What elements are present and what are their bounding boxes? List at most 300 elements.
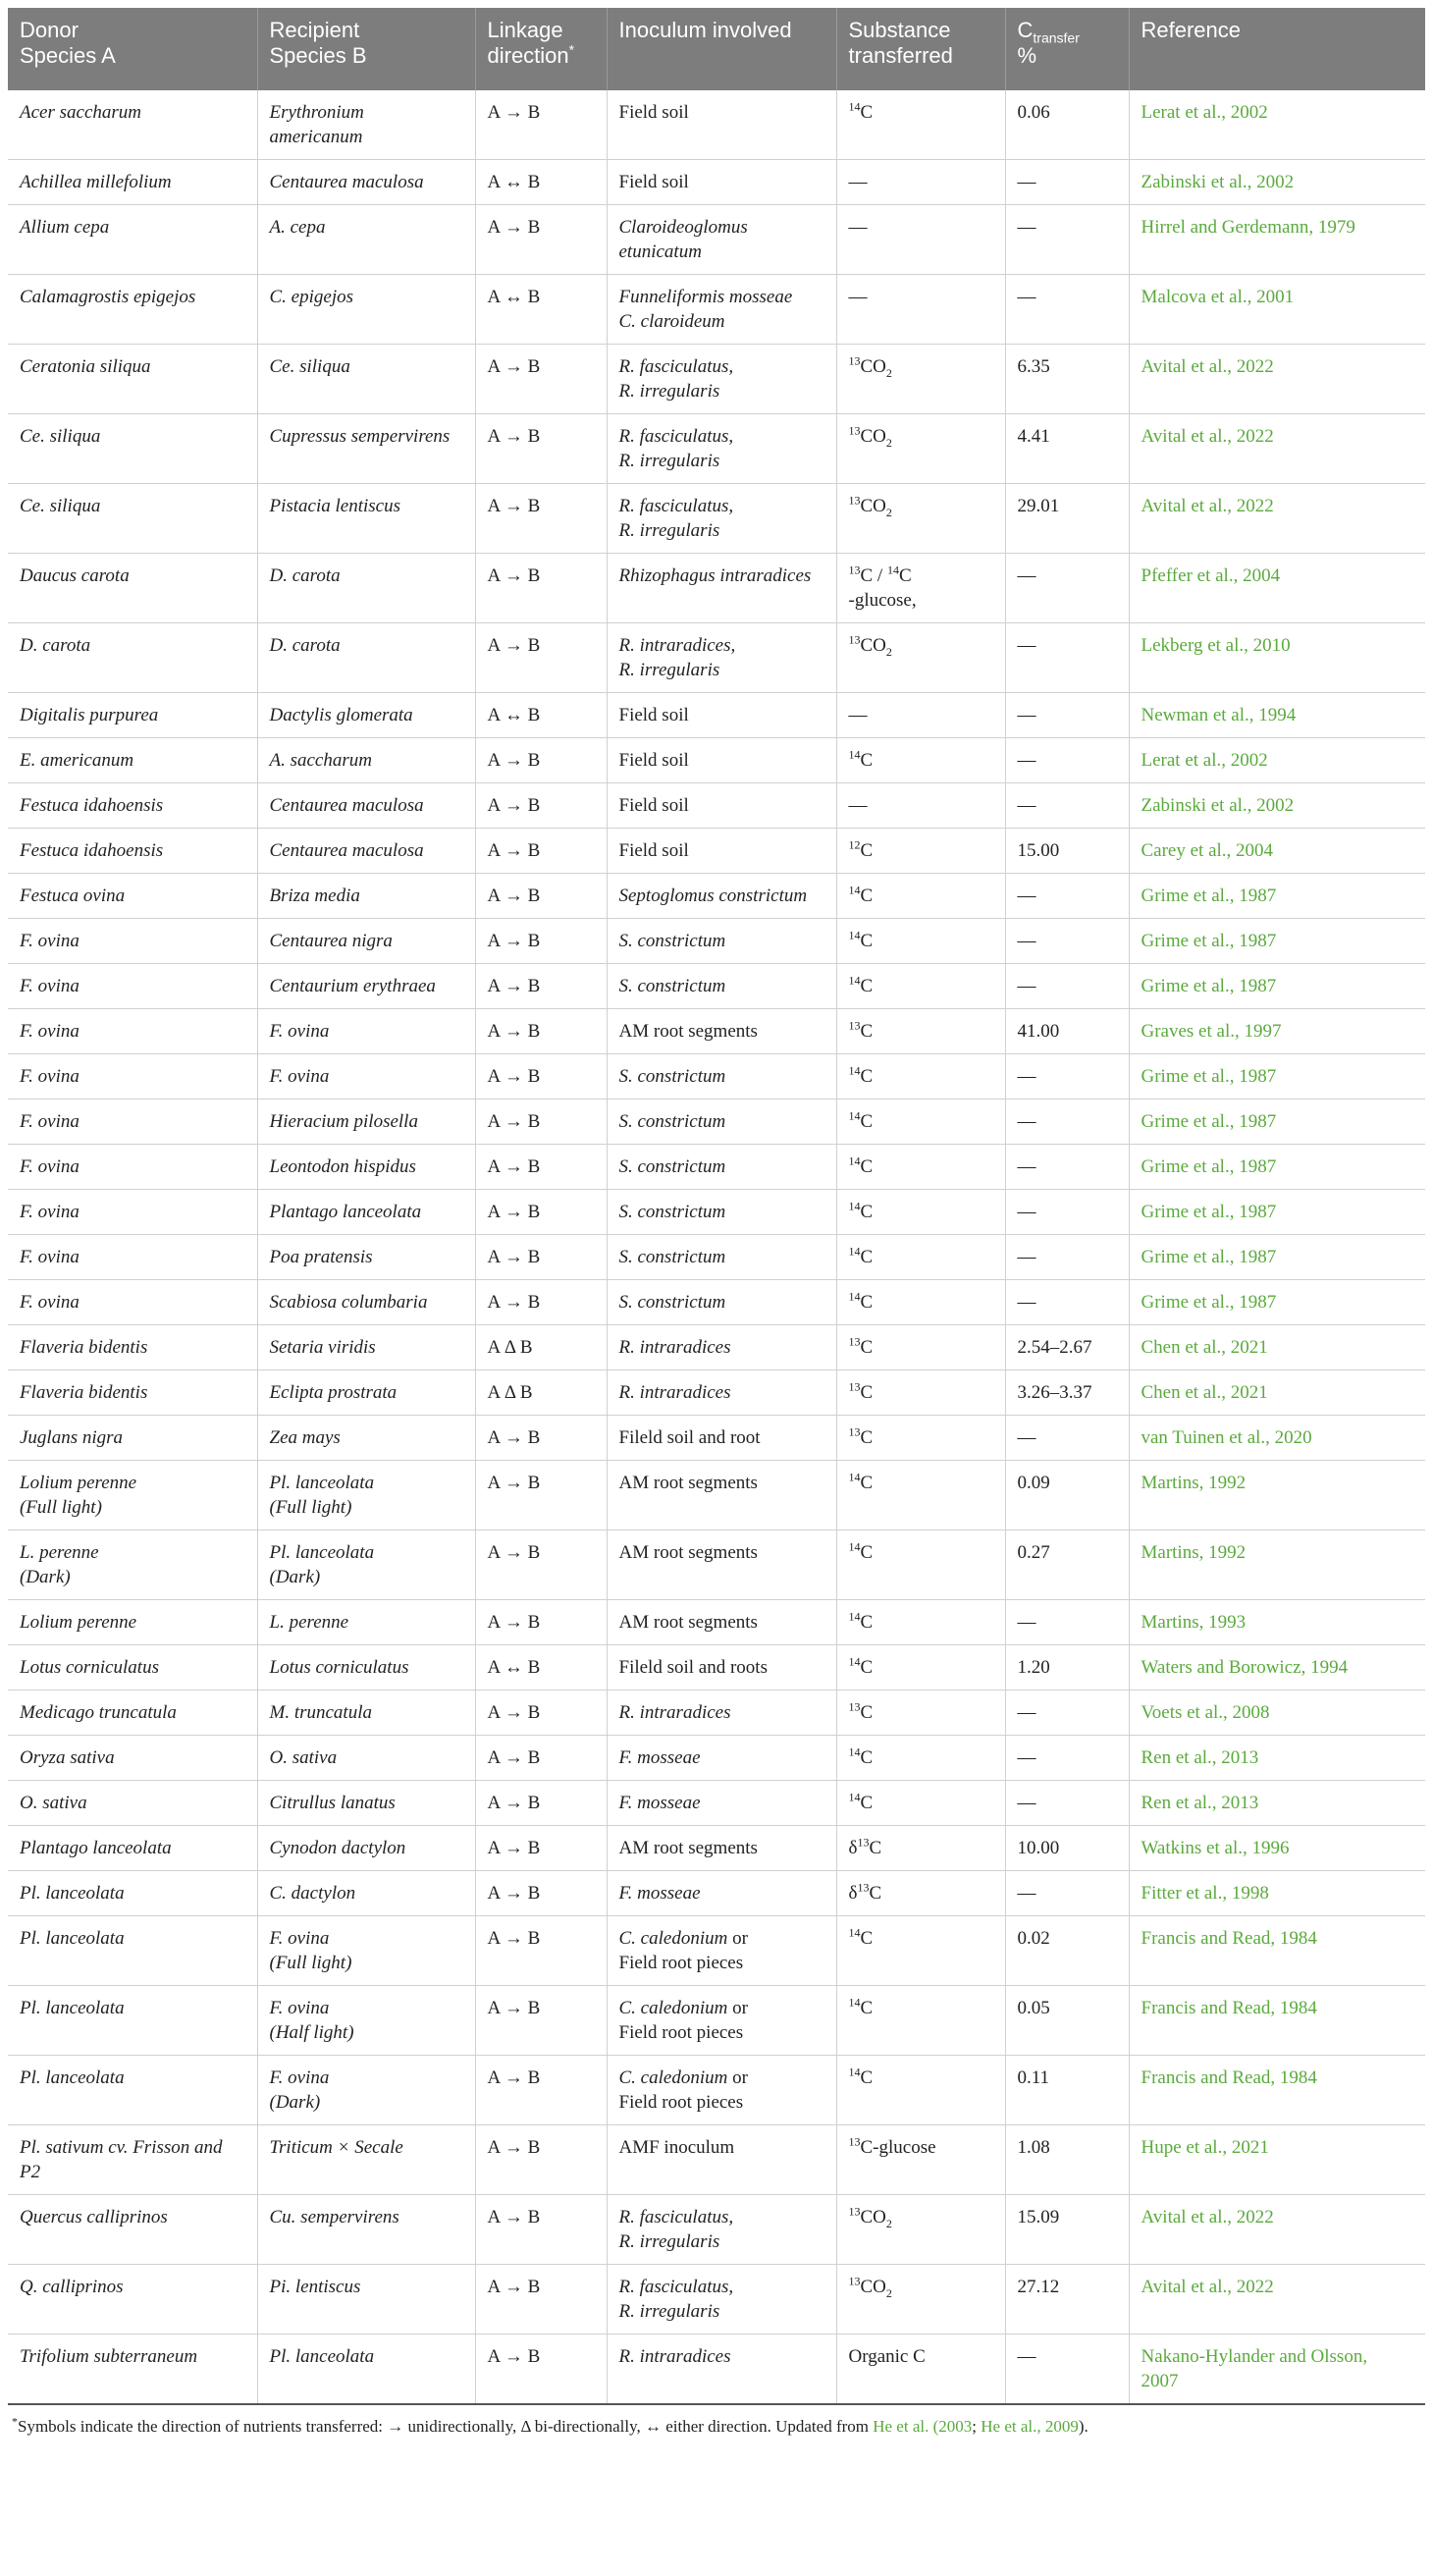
cell-linkage: A → B bbox=[475, 738, 607, 783]
cell-inoculum: Funneliformis mosseae C. claroideum bbox=[607, 275, 836, 345]
cell-reference-link[interactable]: Waters and Borowicz, 1994 bbox=[1129, 1645, 1425, 1690]
cell-donor: E. americanum bbox=[8, 738, 257, 783]
cell-inoculum: F. mosseae bbox=[607, 1871, 836, 1916]
cell-reference-link[interactable]: Lekberg et al., 2010 bbox=[1129, 623, 1425, 693]
cell-reference-link[interactable]: Hupe et al., 2021 bbox=[1129, 2125, 1425, 2195]
cell-ctransfer: 2.54–2.67 bbox=[1005, 1325, 1129, 1370]
cell-reference-link[interactable]: Grime et al., 1987 bbox=[1129, 1280, 1425, 1325]
cell-linkage: A → B bbox=[475, 623, 607, 693]
cell-recipient: Pistacia lentiscus bbox=[257, 484, 475, 554]
cell-reference-link[interactable]: Voets et al., 2008 bbox=[1129, 1690, 1425, 1736]
cell-inoculum: Field soil bbox=[607, 738, 836, 783]
cell-reference-link[interactable]: Grime et al., 1987 bbox=[1129, 1054, 1425, 1100]
cell-substance: — bbox=[836, 205, 1005, 275]
cell-inoculum: AM root segments bbox=[607, 1461, 836, 1530]
cell-linkage: A → B bbox=[475, 345, 607, 414]
cell-ctransfer: 0.27 bbox=[1005, 1530, 1129, 1600]
table-row bbox=[8, 1416, 1425, 1461]
table-row bbox=[8, 1530, 1425, 1600]
cell-inoculum: C. caledonium or Field root pieces bbox=[607, 1986, 836, 2056]
cell-reference-link[interactable]: Avital et al., 2022 bbox=[1129, 484, 1425, 554]
cell-linkage: A → B bbox=[475, 2334, 607, 2405]
cell-linkage: A → B bbox=[475, 2056, 607, 2125]
cell-reference-link[interactable]: Grime et al., 1987 bbox=[1129, 1100, 1425, 1145]
cell-donor: Medicago truncatula bbox=[8, 1690, 257, 1736]
cell-linkage: A → B bbox=[475, 205, 607, 275]
cell-substance: $^{14}$C bbox=[836, 1781, 1005, 1826]
cell-substance: $^{13}$C-glucose bbox=[836, 2125, 1005, 2195]
cell-ctransfer: 3.26–3.37 bbox=[1005, 1370, 1129, 1416]
cell-reference-link[interactable]: Martins, 1992 bbox=[1129, 1461, 1425, 1530]
cell-ctransfer: 41.00 bbox=[1005, 1009, 1129, 1054]
cell-recipient: Plantago lanceolata bbox=[257, 1190, 475, 1235]
cell-donor: Oryza sativa bbox=[8, 1736, 257, 1781]
table-row bbox=[8, 783, 1425, 829]
cell-substance: $^{13}CO_2$ bbox=[836, 414, 1005, 484]
table-row bbox=[8, 1190, 1425, 1235]
cell-reference-link[interactable]: Grime et al., 1987 bbox=[1129, 1235, 1425, 1280]
header-ctransfer: $C_{transfer}$ % bbox=[1005, 8, 1129, 90]
cell-recipient: Leontodon hispidus bbox=[257, 1145, 475, 1190]
table-row bbox=[8, 1645, 1425, 1690]
table-row bbox=[8, 1100, 1425, 1145]
cell-recipient: Briza media bbox=[257, 874, 475, 919]
cell-ctransfer: — bbox=[1005, 738, 1129, 783]
cell-reference-link[interactable]: Nakano-Hylander and Olsson, 2007 bbox=[1129, 2334, 1425, 2405]
cell-reference-link[interactable]: Zabinski et al., 2002 bbox=[1129, 160, 1425, 205]
cell-substance: $^{14}$C bbox=[836, 1916, 1005, 1986]
cell-linkage: A → B bbox=[475, 2125, 607, 2195]
cell-linkage: A → B bbox=[475, 783, 607, 829]
cell-ctransfer: — bbox=[1005, 160, 1129, 205]
cell-recipient: F. ovina bbox=[257, 1054, 475, 1100]
cell-reference-link[interactable]: Ren et al., 2013 bbox=[1129, 1781, 1425, 1826]
table-row bbox=[8, 1916, 1425, 1986]
table-row bbox=[8, 1690, 1425, 1736]
cell-reference-link[interactable]: Malcova et al., 2001 bbox=[1129, 275, 1425, 345]
cell-donor: Q. calliprinos bbox=[8, 2265, 257, 2334]
cell-substance: $^{13}$C bbox=[836, 1325, 1005, 1370]
table-row bbox=[8, 1235, 1425, 1280]
cell-reference-link[interactable]: van Tuinen et al., 2020 bbox=[1129, 1416, 1425, 1461]
table-row bbox=[8, 1280, 1425, 1325]
cell-ctransfer: — bbox=[1005, 919, 1129, 964]
cell-linkage: A → B bbox=[475, 414, 607, 484]
cell-reference-link[interactable]: Avital et al., 2022 bbox=[1129, 2265, 1425, 2334]
cell-recipient: D. carota bbox=[257, 623, 475, 693]
cell-substance: $^{13}CO_2$ bbox=[836, 2265, 1005, 2334]
cell-linkage: A → B bbox=[475, 1416, 607, 1461]
table-row bbox=[8, 919, 1425, 964]
cell-recipient: Centaurea maculosa bbox=[257, 783, 475, 829]
cell-substance: $^{13}$C bbox=[836, 1416, 1005, 1461]
cell-inoculum: AM root segments bbox=[607, 1600, 836, 1645]
table-row bbox=[8, 1826, 1425, 1871]
footnote-marker: * bbox=[568, 41, 575, 58]
table-row bbox=[8, 1054, 1425, 1100]
table-row bbox=[8, 1370, 1425, 1416]
cell-recipient: L. perenne bbox=[257, 1600, 475, 1645]
cell-ctransfer: 15.09 bbox=[1005, 2195, 1129, 2265]
cell-donor: Ceratonia siliqua bbox=[8, 345, 257, 414]
cell-substance: — bbox=[836, 783, 1005, 829]
cell-recipient: Centaurium erythraea bbox=[257, 964, 475, 1009]
cell-inoculum: Claroideoglomus etunicatum bbox=[607, 205, 836, 275]
header-reference: Reference bbox=[1129, 8, 1425, 90]
cell-recipient: C. epigejos bbox=[257, 275, 475, 345]
cell-donor: Allium cepa bbox=[8, 205, 257, 275]
table-row bbox=[8, 1986, 1425, 2056]
cell-substance: $^{13}CO_2$ bbox=[836, 623, 1005, 693]
cell-inoculum: Fileld soil and root bbox=[607, 1416, 836, 1461]
cell-linkage: A → B bbox=[475, 829, 607, 874]
cell-inoculum: R. fasciculatus, R. irregularis bbox=[607, 414, 836, 484]
cell-substance: — bbox=[836, 693, 1005, 738]
cell-linkage: A → B bbox=[475, 1690, 607, 1736]
cell-substance: $^{14}$C bbox=[836, 2056, 1005, 2125]
cell-linkage: A → B bbox=[475, 1986, 607, 2056]
cell-reference-link[interactable]: Grime et al., 1987 bbox=[1129, 919, 1425, 964]
cell-reference-link[interactable]: Francis and Read, 1984 bbox=[1129, 1916, 1425, 1986]
cell-ctransfer: 1.20 bbox=[1005, 1645, 1129, 1690]
cell-reference-link[interactable]: Grime et al., 1987 bbox=[1129, 1145, 1425, 1190]
cell-ctransfer: — bbox=[1005, 554, 1129, 623]
cell-donor: Digitalis purpurea bbox=[8, 693, 257, 738]
header-recipient: Recipient Species B bbox=[257, 8, 475, 90]
cell-reference-link[interactable]: Francis and Read, 1984 bbox=[1129, 2056, 1425, 2125]
cell-recipient: Cynodon dactylon bbox=[257, 1826, 475, 1871]
cell-linkage: A → B bbox=[475, 1280, 607, 1325]
cell-reference-link[interactable]: Fitter et al., 1998 bbox=[1129, 1871, 1425, 1916]
cell-donor: Calamagrostis epigejos bbox=[8, 275, 257, 345]
cell-recipient: Dactylis glomerata bbox=[257, 693, 475, 738]
cell-recipient: Poa pratensis bbox=[257, 1235, 475, 1280]
cell-inoculum: F. mosseae bbox=[607, 1736, 836, 1781]
data-table bbox=[8, 8, 1425, 2405]
cell-inoculum: AMF inoculum bbox=[607, 2125, 836, 2195]
cell-recipient: Ce. siliqua bbox=[257, 345, 475, 414]
cell-linkage: A → B bbox=[475, 1781, 607, 1826]
cell-reference-link[interactable]: Avital et al., 2022 bbox=[1129, 414, 1425, 484]
cell-substance: $^{13}$C bbox=[836, 1009, 1005, 1054]
cell-inoculum: R. intraradices bbox=[607, 1325, 836, 1370]
cell-reference-link[interactable]: Grime et al., 1987 bbox=[1129, 1190, 1425, 1235]
cell-substance: $^{14}$C bbox=[836, 1736, 1005, 1781]
table-row bbox=[8, 829, 1425, 874]
cell-donor: F. ovina bbox=[8, 964, 257, 1009]
header-donor: Donor Species A bbox=[8, 8, 257, 90]
table-row bbox=[8, 554, 1425, 623]
cell-ctransfer: 27.12 bbox=[1005, 2265, 1129, 2334]
cell-reference-link[interactable]: Pfeffer et al., 2004 bbox=[1129, 554, 1425, 623]
cell-inoculum: R. intraradices bbox=[607, 2334, 836, 2405]
cell-reference-link[interactable]: Martins, 1993 bbox=[1129, 1600, 1425, 1645]
cell-ctransfer: 15.00 bbox=[1005, 829, 1129, 874]
cell-inoculum: AM root segments bbox=[607, 1530, 836, 1600]
cell-donor: F. ovina bbox=[8, 1190, 257, 1235]
cell-ctransfer: — bbox=[1005, 1736, 1129, 1781]
cell-linkage: A → B bbox=[475, 90, 607, 160]
cell-substance: $^{13}CO_2$ bbox=[836, 2195, 1005, 2265]
cell-ctransfer: — bbox=[1005, 964, 1129, 1009]
cell-recipient: Cu. sempervirens bbox=[257, 2195, 475, 2265]
table-row bbox=[8, 738, 1425, 783]
cell-linkage: A → B bbox=[475, 1009, 607, 1054]
cell-inoculum: Fileld soil and roots bbox=[607, 1645, 836, 1690]
cell-recipient: Zea mays bbox=[257, 1416, 475, 1461]
cell-reference-link[interactable]: Martins, 1992 bbox=[1129, 1530, 1425, 1600]
cell-recipient: Citrullus lanatus bbox=[257, 1781, 475, 1826]
cell-inoculum: S. constrictum bbox=[607, 1280, 836, 1325]
cell-donor: Daucus carota bbox=[8, 554, 257, 623]
cell-ctransfer: — bbox=[1005, 693, 1129, 738]
cell-ctransfer: — bbox=[1005, 1100, 1129, 1145]
cell-recipient: Setaria viridis bbox=[257, 1325, 475, 1370]
cell-substance: $^{14}$C bbox=[836, 964, 1005, 1009]
cell-ctransfer: 1.08 bbox=[1005, 2125, 1129, 2195]
cell-linkage: A ↔ B bbox=[475, 275, 607, 345]
cell-donor: Flaveria bidentis bbox=[8, 1370, 257, 1416]
cell-inoculum: AM root segments bbox=[607, 1826, 836, 1871]
cell-donor: Festuca idahoensis bbox=[8, 829, 257, 874]
cell-inoculum: S. constrictum bbox=[607, 1100, 836, 1145]
table-row bbox=[8, 414, 1425, 484]
cell-substance: $\delta^{13}C$ bbox=[836, 1826, 1005, 1871]
table-row bbox=[8, 1781, 1425, 1826]
cell-reference-link[interactable]: Watkins et al., 1996 bbox=[1129, 1826, 1425, 1871]
cell-recipient: D. carota bbox=[257, 554, 475, 623]
footnote-link-he-2009[interactable]: He et al., 2009 bbox=[981, 2417, 1079, 2436]
cell-linkage: A → B bbox=[475, 1461, 607, 1530]
footnote-mark: * bbox=[12, 2414, 18, 2429]
cell-reference-link[interactable]: Chen et al., 2021 bbox=[1129, 1370, 1425, 1416]
cell-substance: $^{14}$C bbox=[836, 874, 1005, 919]
cell-reference-link[interactable]: Zabinski et al., 2002 bbox=[1129, 783, 1425, 829]
cell-recipient: Hieracium pilosella bbox=[257, 1100, 475, 1145]
cell-ctransfer: 0.11 bbox=[1005, 2056, 1129, 2125]
table-row bbox=[8, 623, 1425, 693]
table-row bbox=[8, 693, 1425, 738]
cell-substance: $^{14}$C bbox=[836, 1600, 1005, 1645]
cell-inoculum: S. constrictum bbox=[607, 1235, 836, 1280]
cell-linkage: A ↔ B bbox=[475, 1645, 607, 1690]
cell-linkage: A → B bbox=[475, 874, 607, 919]
cell-linkage: A → B bbox=[475, 1235, 607, 1280]
cell-donor: Pl. lanceolata bbox=[8, 1871, 257, 1916]
cell-ctransfer: — bbox=[1005, 623, 1129, 693]
cell-ctransfer: 29.01 bbox=[1005, 484, 1129, 554]
cell-inoculum: Rhizophagus intraradices bbox=[607, 554, 836, 623]
cell-substance: $^{13}$C bbox=[836, 1370, 1005, 1416]
cell-reference-link[interactable]: Ren et al., 2013 bbox=[1129, 1736, 1425, 1781]
cell-substance: $^{14}$C bbox=[836, 1100, 1005, 1145]
cell-reference-link[interactable]: Francis and Read, 1984 bbox=[1129, 1986, 1425, 2056]
cell-substance: $^{14}$C bbox=[836, 90, 1005, 160]
cell-substance: $^{14}$C bbox=[836, 1280, 1005, 1325]
table-row bbox=[8, 874, 1425, 919]
cell-ctransfer: — bbox=[1005, 1054, 1129, 1100]
cell-substance: $^{14}$C bbox=[836, 1530, 1005, 1600]
cell-donor: F. ovina bbox=[8, 1009, 257, 1054]
table-row bbox=[8, 205, 1425, 275]
cell-recipient: A. saccharum bbox=[257, 738, 475, 783]
cell-inoculum: R. fasciculatus, R. irregularis bbox=[607, 2265, 836, 2334]
cell-reference-link[interactable]: Graves et al., 1997 bbox=[1129, 1009, 1425, 1054]
cell-linkage: A → B bbox=[475, 2195, 607, 2265]
cell-recipient: Scabiosa columbaria bbox=[257, 1280, 475, 1325]
cell-inoculum: S. constrictum bbox=[607, 1190, 836, 1235]
cell-ctransfer: — bbox=[1005, 1190, 1129, 1235]
cell-recipient: Pi. lentiscus bbox=[257, 2265, 475, 2334]
cell-recipient: Pl. lanceolata bbox=[257, 2334, 475, 2405]
cell-ctransfer: 0.06 bbox=[1005, 90, 1129, 160]
cell-reference-link[interactable]: Grime et al., 1987 bbox=[1129, 964, 1425, 1009]
cell-ctransfer: — bbox=[1005, 874, 1129, 919]
table-row bbox=[8, 345, 1425, 414]
cell-inoculum: Field soil bbox=[607, 829, 836, 874]
cell-inoculum: R. intraradices bbox=[607, 1690, 836, 1736]
cell-recipient: Cupressus sempervirens bbox=[257, 414, 475, 484]
cell-ctransfer: — bbox=[1005, 275, 1129, 345]
cell-linkage: A → B bbox=[475, 1054, 607, 1100]
table-row bbox=[8, 1009, 1425, 1054]
table-row bbox=[8, 2265, 1425, 2334]
cell-inoculum: R. intraradices bbox=[607, 1370, 836, 1416]
table-row bbox=[8, 2125, 1425, 2195]
cell-ctransfer: — bbox=[1005, 205, 1129, 275]
cell-substance: Organic C bbox=[836, 2334, 1005, 2405]
table-row bbox=[8, 1600, 1425, 1645]
cell-recipient: Lotus corniculatus bbox=[257, 1645, 475, 1690]
cell-linkage: A → B bbox=[475, 1530, 607, 1600]
cell-donor: Quercus calliprinos bbox=[8, 2195, 257, 2265]
cell-substance: $^{13}CO_2$ bbox=[836, 345, 1005, 414]
cell-substance: — bbox=[836, 275, 1005, 345]
cell-linkage: A → B bbox=[475, 2265, 607, 2334]
cell-substance: $^{14}$C bbox=[836, 1645, 1005, 1690]
cell-recipient: Pl. lanceolata (Full light) bbox=[257, 1461, 475, 1530]
cell-recipient: F. ovina bbox=[257, 1009, 475, 1054]
cell-recipient: Centaurea maculosa bbox=[257, 160, 475, 205]
cell-donor: Festuca idahoensis bbox=[8, 783, 257, 829]
header-linkage: Linkage direction* bbox=[475, 8, 607, 90]
cell-linkage: A → B bbox=[475, 1871, 607, 1916]
cell-linkage: A → B bbox=[475, 1916, 607, 1986]
cell-linkage: A Δ B bbox=[475, 1370, 607, 1416]
cell-inoculum: R. intraradices, R. irregularis bbox=[607, 623, 836, 693]
table-row bbox=[8, 1871, 1425, 1916]
cell-donor: D. carota bbox=[8, 623, 257, 693]
cell-recipient: F. ovina (Dark) bbox=[257, 2056, 475, 2125]
cell-donor: Trifolium subterraneum bbox=[8, 2334, 257, 2405]
cell-substance: $^{14}$C bbox=[836, 1145, 1005, 1190]
table-row bbox=[8, 2056, 1425, 2125]
cell-reference-link[interactable]: Hirrel and Gerdemann, 1979 bbox=[1129, 205, 1425, 275]
cell-substance: — bbox=[836, 160, 1005, 205]
cell-ctransfer: 0.05 bbox=[1005, 1986, 1129, 2056]
cell-linkage: A → B bbox=[475, 554, 607, 623]
cell-reference-link[interactable]: Avital et al., 2022 bbox=[1129, 2195, 1425, 2265]
cell-reference-link[interactable]: Carey et al., 2004 bbox=[1129, 829, 1425, 874]
table-body bbox=[8, 90, 1425, 2404]
cell-ctransfer: 10.00 bbox=[1005, 1826, 1129, 1871]
cell-donor: F. ovina bbox=[8, 919, 257, 964]
cell-recipient: Pl. lanceolata (Dark) bbox=[257, 1530, 475, 1600]
cell-substance: $^{14}$C bbox=[836, 1235, 1005, 1280]
table-row bbox=[8, 1325, 1425, 1370]
cell-substance: $^{14}$C bbox=[836, 1986, 1005, 2056]
cell-donor: Pl. sativum cv. Frisson and P2 bbox=[8, 2125, 257, 2195]
table-row bbox=[8, 275, 1425, 345]
cell-donor: Ce. siliqua bbox=[8, 414, 257, 484]
cell-linkage: A → B bbox=[475, 484, 607, 554]
cell-linkage: A → B bbox=[475, 964, 607, 1009]
cell-ctransfer: — bbox=[1005, 1235, 1129, 1280]
cell-donor: F. ovina bbox=[8, 1100, 257, 1145]
cell-donor: Festuca ovina bbox=[8, 874, 257, 919]
cell-linkage: A → B bbox=[475, 1145, 607, 1190]
cell-recipient: A. cepa bbox=[257, 205, 475, 275]
cell-inoculum: Field soil bbox=[607, 90, 836, 160]
cell-recipient: C. dactylon bbox=[257, 1871, 475, 1916]
cell-inoculum: R. fasciculatus, R. irregularis bbox=[607, 2195, 836, 2265]
cell-linkage: A Δ B bbox=[475, 1325, 607, 1370]
cell-linkage: A ↔ B bbox=[475, 693, 607, 738]
cell-donor: F. ovina bbox=[8, 1235, 257, 1280]
cell-ctransfer: — bbox=[1005, 1416, 1129, 1461]
table-row bbox=[8, 2195, 1425, 2265]
cell-substance: $^{14}$C bbox=[836, 738, 1005, 783]
cell-reference-link[interactable]: Lerat et al., 2002 bbox=[1129, 738, 1425, 783]
cell-reference-link[interactable]: Grime et al., 1987 bbox=[1129, 874, 1425, 919]
cell-inoculum: Field soil bbox=[607, 160, 836, 205]
cell-inoculum: C. caledonium or Field root pieces bbox=[607, 2056, 836, 2125]
table-row bbox=[8, 160, 1425, 205]
cell-reference-link[interactable]: Newman et al., 1994 bbox=[1129, 693, 1425, 738]
cell-ctransfer: — bbox=[1005, 2334, 1129, 2405]
cell-donor: Plantago lanceolata bbox=[8, 1826, 257, 1871]
cell-inoculum: S. constrictum bbox=[607, 964, 836, 1009]
cell-ctransfer: 6.35 bbox=[1005, 345, 1129, 414]
cell-substance: $^{12}$C bbox=[836, 829, 1005, 874]
cell-donor: Flaveria bidentis bbox=[8, 1325, 257, 1370]
cell-recipient: M. truncatula bbox=[257, 1690, 475, 1736]
cell-ctransfer: — bbox=[1005, 1280, 1129, 1325]
cell-linkage: A ↔ B bbox=[475, 160, 607, 205]
cell-donor: Acer saccharum bbox=[8, 90, 257, 160]
cell-linkage: A → B bbox=[475, 1736, 607, 1781]
cell-inoculum: S. constrictum bbox=[607, 919, 836, 964]
cell-donor: Lotus corniculatus bbox=[8, 1645, 257, 1690]
cell-ctransfer: — bbox=[1005, 1871, 1129, 1916]
cell-reference-link[interactable]: Lerat et al., 2002 bbox=[1129, 90, 1425, 160]
cell-reference-link[interactable]: Chen et al., 2021 bbox=[1129, 1325, 1425, 1370]
cell-inoculum: Field soil bbox=[607, 693, 836, 738]
table-row bbox=[8, 484, 1425, 554]
cell-inoculum: S. constrictum bbox=[607, 1145, 836, 1190]
cell-donor: Pl. lanceolata bbox=[8, 1986, 257, 2056]
table-row bbox=[8, 1461, 1425, 1530]
cell-reference-link[interactable]: Avital et al., 2022 bbox=[1129, 345, 1425, 414]
table-row bbox=[8, 1145, 1425, 1190]
cell-recipient: Centaurea maculosa bbox=[257, 829, 475, 874]
cell-substance: $^{14}$C bbox=[836, 1461, 1005, 1530]
cell-ctransfer: — bbox=[1005, 1600, 1129, 1645]
cell-inoculum: Field soil bbox=[607, 783, 836, 829]
cell-ctransfer: — bbox=[1005, 783, 1129, 829]
cell-recipient: F. ovina (Full light) bbox=[257, 1916, 475, 1986]
footnote-link-he-2003[interactable]: He et al. (2003 bbox=[873, 2417, 973, 2436]
